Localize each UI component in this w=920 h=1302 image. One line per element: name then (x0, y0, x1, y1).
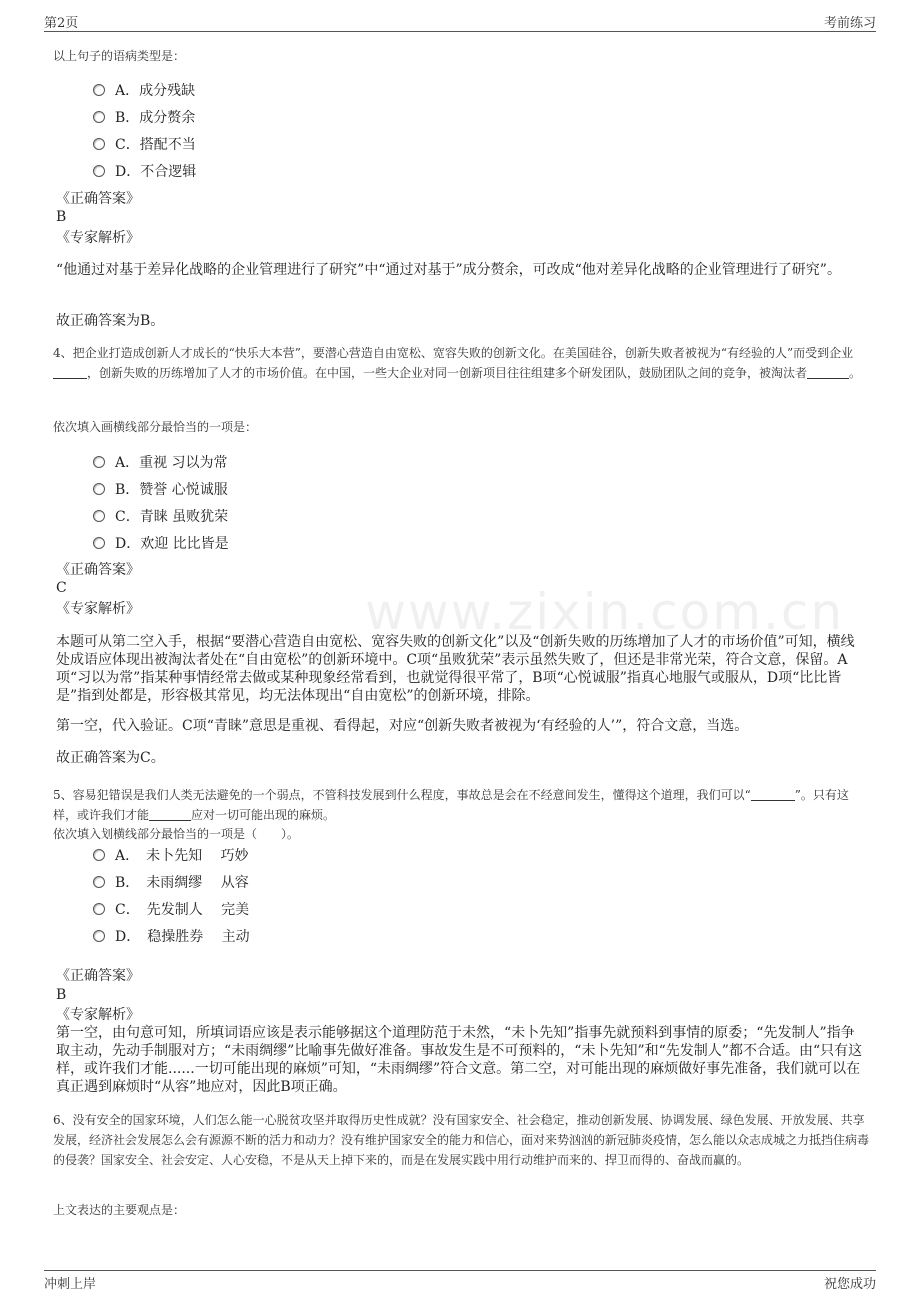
q5-option-c[interactable]: C． 先发制人 完美 (93, 899, 249, 919)
q5-answer: B (56, 987, 67, 1003)
radio-icon[interactable] (93, 849, 105, 861)
q4-analysis-label: 《专家解析》 (56, 601, 140, 617)
footer-right-text: 祝您成功 (823, 1277, 876, 1292)
radio-icon[interactable] (93, 930, 105, 942)
q4-analysis-2: 第一空，代入验证。C项“青睐”意思是重视、看得起，对应“创新失败者被视为‘有经验的人’”，符合文意，当选。 (56, 718, 749, 734)
q3-analysis: “他通过对基于差异化战略的企业管理进行了研究”中“通过对基于”成分赘余，可改成“他对差异化战略的企业管理进行了研究”。 (56, 262, 841, 278)
page-footer (44, 1270, 876, 1292)
q3-answer-label: 《正确答案》 (56, 191, 140, 207)
fill-blank (53, 367, 87, 379)
q3-stem: 以上句子的语病类型是： (53, 49, 186, 63)
q6-stem: 上文表达的主要观点是： (53, 1203, 186, 1217)
q4-stem: 依次填入画横线部分最恰当的一项是： (53, 420, 258, 434)
fill-blank (149, 809, 191, 821)
q4-conclusion: 故正确答案为C。 (56, 750, 165, 766)
q4-answer-label: 《正确答案》 (56, 562, 140, 578)
page-number: 第2页 (44, 16, 79, 31)
q4-option-d[interactable]: D．欢迎 比比皆是 (93, 533, 229, 553)
q3-analysis-label: 《专家解析》 (56, 230, 140, 246)
q5-analysis-label: 《专家解析》 (56, 1007, 140, 1023)
radio-icon[interactable] (93, 483, 105, 495)
radio-icon[interactable] (93, 903, 105, 915)
watermark: www.zixin.com.cn (365, 583, 845, 641)
q3-option-b[interactable]: B．成分赘余 (93, 107, 195, 127)
q3-option-c[interactable]: C．搭配不当 (93, 134, 196, 154)
radio-icon[interactable] (93, 510, 105, 522)
q3-option-d[interactable]: D．不合逻辑 (93, 161, 196, 181)
radio-icon[interactable] (93, 876, 105, 888)
q6-text: 6、没有安全的国家环境，人们怎么能一心脱贫攻坚并取得历史性成就？没有国家安全、社会稳定，推动创新发展、协调发展、绿色发展、开放发展、共享发展，经济社会发展怎么会有源源不断的活力和动力？没有维护国家安全的能力和信心，面对来势汹汹的新冠肺炎疫情，怎么能以众志成城之力抵挡住病毒的侵袭？国家安全、社会安定、人心安稳，不是从天上掉下来的，而是在发展实践中用行动维护而来的、捍卫而得的、奋战而赢的。 (53, 1113, 870, 1167)
q3-answer: B (56, 209, 67, 225)
q5-text: 5、容易犯错误是我们人类无法避免的一个弱点，不管科技发展到什么程度，事故总是会在不经意间发生，懂得这个道理，我们可以“ ”。只有这样，或许我们才能 应对一切可能出现的麻烦。 (53, 788, 849, 822)
q5-option-a[interactable]: A． 未卜先知 巧妙 (93, 845, 249, 865)
radio-icon[interactable] (93, 138, 105, 150)
q5-stem: 依次填入划横线部分最恰当的一项是（ ）。 (53, 827, 300, 841)
q5-answer-label: 《正确答案》 (56, 968, 140, 984)
footer-divider (44, 1270, 876, 1271)
header-divider (44, 31, 876, 32)
radio-icon[interactable] (93, 84, 105, 96)
q5-analysis: 第一空，由句意可知，所填词语应该是表示能够据这个道理防范于未然，“未卜先知”指事先就预料到事情的原委；“先发制人”指争取主动，先动手制服对方；“未雨绸缪”比喻事先做好准备。事故发生是不可预料的，“未卜先知”和“先发制人”都不合适。由“只有这样，或许我们才能......一切可能出现的麻烦”可知，“未雨绸缪”符合文意。第二空，对可能出现的麻烦做好事先准备，我们就可以在真正遇到麻烦时“从容”地应对，因此B项正确。 (56, 1025, 863, 1095)
radio-icon[interactable] (93, 456, 105, 468)
q4-option-b[interactable]: B．赞誉 心悦诚服 (93, 479, 228, 499)
q3-conclusion: 故正确答案为B。 (56, 313, 165, 329)
q5-option-d[interactable]: D． 稳操胜券 主动 (93, 926, 250, 946)
page-header (44, 12, 876, 30)
q4-option-a[interactable]: A．重视 习以为常 (93, 452, 228, 472)
fill-blank (751, 789, 795, 801)
radio-icon[interactable] (93, 165, 105, 177)
fill-blank (807, 367, 849, 379)
q4-answer: C (56, 580, 67, 596)
q4-option-c[interactable]: C．青睐 虽败犹荣 (93, 506, 228, 526)
q4-analysis-1: 本题可从第二空入手，根据“要潜心营造自由宽松、宽容失败的创新文化”以及“创新失败的历练增加了人才的市场价值”可知，横线处成语应体现出被淘汰者处在“自由宽松”的创新环境中。C项“虽败犹荣”表示虽然失败了，但还是非常光荣，符合文意，保留。A项“习以为常”指某种事情经常去做或某种现象经常看到，也就觉得很平常了，B项“心悦诚服”指真心地服气或服从，D项“比比皆是”指到处都是，形容极其常见，均无法体现出“自由宽松”的创新环境，排除。 (56, 634, 855, 704)
q4-text: 4、把企业打造成创新人才成长的“快乐大本营”，要潜心营造自由宽松、宽容失败的创新文化。在美国硅谷，创新失败者被视为“有经验的人”而受到企业，创新失败的历练增加了人才的市场价值。在中国，一些大企业对同一创新项目往往组建多个研发团队，鼓励团队之间的竞争，被淘汰者 。 (53, 346, 862, 380)
header-title: 考前练习 (823, 16, 876, 31)
q5-option-b[interactable]: B． 未雨绸缪 从容 (93, 872, 249, 892)
radio-icon[interactable] (93, 111, 105, 123)
footer-left-text: 冲刺上岸 (44, 1277, 97, 1292)
radio-icon[interactable] (93, 537, 105, 549)
q3-option-a[interactable]: A．成分残缺 (93, 80, 195, 100)
